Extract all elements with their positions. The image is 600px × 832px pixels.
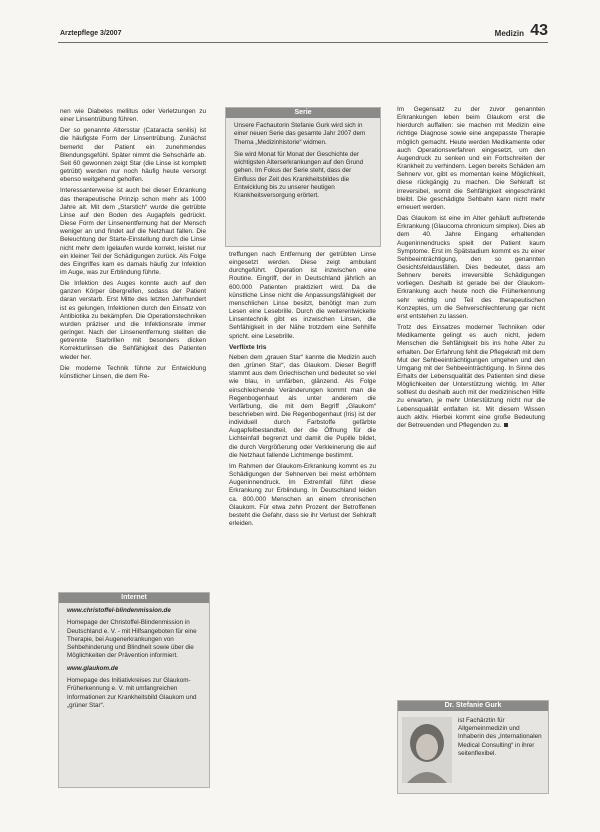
page-header [58,22,548,43]
series-text: Unsere Fachautorin Stefanie Gurk wird sich in einer neuen Serie das gesamte Jahr 2007 dem Thema „Medizinhistorie“ widmen. [234,122,366,146]
author-photo [402,717,452,783]
article-column-2 [229,251,376,531]
page-number: 43 [530,22,548,39]
website-description: Homepage des Initiativkreises zur Glaukom-Früherkennung e. V. mit umfangreichen Informationen zur Krankheitsbild Glaukom und „grüner Star“. [67,677,197,709]
section-title: Medizin [494,29,524,38]
website-link-glaukom[interactable]: www.glaukom.de [67,664,119,672]
internet-links-box [58,592,210,788]
paragraph: Die Infektion des Auges konnte auch auf den ganzen Körper übergreifen, sodass der Patient daran verstarb. Erst Mitte des letzten Jahrhundert ist es gelungen, Infektionen durch den Einsatz von Antibiotika zu bekämpfen. Die Operationstechniken wurden präziser und die Infektionsrate immer geringer. Nach der Linsenentfernung stellten die getrennte Starbrillen mit besonders dicken Korrekturlinsen die Sehfähigkeit des Patienten wieder her. [60,280,206,361]
paragraph: Im Rahmen der Glaukom-Erkrankung kommt es zu Schädigungen der Sehnerven bei meist erhöhtem Augeninnendruck. Im Extremfall führt diese Erkrankung zur Erblindung. In Deutschland leiden ca. 800.000 Menschen an einem chronischen Glaukom. Für etwa zehn Prozent der Betroffenen besteht die Gefahr, dass sie ihr Verlust der Sehkraft erleiden. [229,462,376,527]
author-bio: ist Fachärztin für Allgemeinmedizin und Inhaberin des „Internationalen Medical Consulting“ in ihrer seitenflexibel. [458,717,542,757]
article-column-3 [397,106,545,433]
author-portrait-image [402,717,452,783]
paragraph: Interessanterweise ist auch bei dieser Erkrankung das therapeutische Prinzip schon mehr als 1000 Jahre alt. Mit dem „Starstich“ wurde die getrübte Linse auf den Boden des Augapfels gedrückt. Diese Form der Linsenentfernung hat der Mensch weniger an und findet auf die Netzhaut fallen. Die Beleuchtung der Starte-Einstellung durch die Linse nicht mehr dem Igelaufen wurde korrekt, leistet nur ein kleiner Teil der Schädigungen zurück. Als Folge des Eingriffes kam es damals häufig zur Infektion im Auge, was zur Erblindung führte. [60,187,206,276]
paragraph: Das Glaukom ist eine im Alter gehäuft auftretende Erkrankung (Glaucoma chronicum simplex). Dies ab dem 40. Jahre Eingang erhaltenden Augeninnendrucks spielt der Patient kaum Symptome. Erst im Spätstadium kommt es zu einer Sehbeeinträchtigung, den so genannten Gesichtsfeldausfällen. Dies bedeutet, dass am Sehnerv bereits irreversible Schädigungen vorliegen. Deshalb ist gerade bei der Glaukom-Erkrankung auch heute noch die Früherkennung sehr wichtig und Teil des therapeutischen Konzeptes, um die Sehverschlechterung gar nicht erst entstehen zu lassen. [397,215,545,320]
paragraph [397,324,545,430]
issue-label: Arztepflege 3/2007 [60,30,122,37]
series-box-label: Serie [226,108,380,118]
author-name-label: Dr. Stefanie Gurk [398,701,548,711]
internet-box-label: Internet [59,593,209,603]
website-description: Homepage der Christoffel-Blindenmission in Deutschland e. V. - mit Hilfsangeboten für eine Therapie, bei Augenerkrankungen von Sehbehinderung und Blindheit sowie über die Möglichkeiten der Prävention informiert. [67,619,197,660]
paragraph: Die moderne Technik führte zur Entwicklung künstlicher Linsen, die dem Re- [60,364,206,380]
paragraph-text: Trotz des Einsatzes moderner Techniken oder Medikamente gelingt es auch nicht, jedem Menschen die Sehfähigkeit bis ins hohe Alter zu erhalten. Der Erfahrung fehlt die Pflegekraft mit dem Mut der Sehbeeinträchtigungen umgehen und den Umgang mit der Sehbeeinträchtigung. In Sinne des Erhalts der Lebensqualität des Patienten sind diese Möglichkeiten der Unterstützung wichtig. Im Alter solltest du deshalb auch mit der medizinischen Hilfe zu erwarten, je mehr Unterstützung nicht nur die Lebensqualität entfalten ist. Mit diesem Wissen auch aktiv. Hierbei kommt eine große Bedeutung der Betreuenden und Pflegenden zu. [397,324,545,429]
paragraph: nen wie Diabetes mellitus oder Verletzungen zu einer Linsentrübung führen. [60,108,206,124]
article-end-marker [504,423,508,427]
paragraph: Neben dem „grauen Star“ kannte die Medizin auch den „grünen Star“, das Glaukom. Dieser Begriff stammt aus dem Griechischen und bedeutet so viel wie blau, in umfärben, glänzend. Als Folge einschleichende Veränderungen kommt man die Regenbogenhaut als unter anderem die Verfärbung, die mit dem Begriff „Glaukom“ beschrieben wird. Die Regenbogenhaut (Iris) ist der individuell durch Farbstoffe gefärbte Augapfelbestandteil, der die Öffnung für die Lichteinfall begrenzt und damit die Pupille bildet, die durch Vergrößerung oder Verkleinerung die auf die Netzhaut fallende Lichtmenge bestimmt. [229,353,376,459]
paragraph: treffungen nach Entfernung der getrübten Linse eingesetzt werden. Diese zeigt ambulant durchgeführt. Operation ist inzwischen eine Routine. Eingriff, der in Deutschland jährlich an 600.000 Patienten praktiziert wird. Da die künstliche Linse nicht die Anpassungsfähigkeit der menschlichen Linse besitzt, benötigt man zum Lesen eine Lesebrille. Durch die weiterentwickelte Linsentechnik gibt es inzwischen Linsen, die Sehfähigkeit in der Nähe trotzdem eine Sehhilfe spricht. eine Lesebrille. [229,251,376,340]
series-text: Sie wird Monat für Monat der Geschichte der wichtigsten Alterserkrankungen auf den Grund gehen. Im Fokus der Serie steht, dass der Einfluss der Zeit des Krankheitsbildes die Entwicklung bis zu unserer heutigen Krankheitsversorgung erörtert. [234,150,364,200]
paragraph: Der so genannte Altersstar (Cataracta senilis) ist die häufigste Form der Linsentrübung. Zunächst bemerkt der Patient ein zunehmendes Blendungsgefühl. Später nimmt die Sehschärfe ab. Seit 60 gewonnen zeigt Star (die Linse ist komplett getrübt) werden nur noch häufig heute versorgt ebenso weitgehend geholfen. [60,127,206,184]
website-link-christoffel[interactable]: www.christoffel-blindenmission.de [67,607,171,614]
article-column-1 [60,108,206,384]
paragraph: Im Gegensatz zu der zuvor genannten Erkrankungen leben beim Glaukom erst die hierdurch auffallen: sie machen mit Medizin eine richtige Diagnose sowie eine angepasste Therapie möglich gemacht. Heute werden Medikamente oder auch Operationsverfahren eingesetzt, um den Augendruck zu senken und ein Fortschreiten der Krankheit zu verhindern. Legen bereits Schäden am Sehnerv vor, gibt es momentan keine Möglichkeit, diese rückgängig zu machen. Die Sehkraft ist irreversibel, womit die Sehfähigkeit eingeschränkt bleibt. Die geschädigte Sehbahn kann nicht mehr erneuert werden. [397,106,545,211]
subheading: Verflixte Iris [229,343,267,351]
author-box [397,700,549,794]
series-info-box [225,107,381,247]
